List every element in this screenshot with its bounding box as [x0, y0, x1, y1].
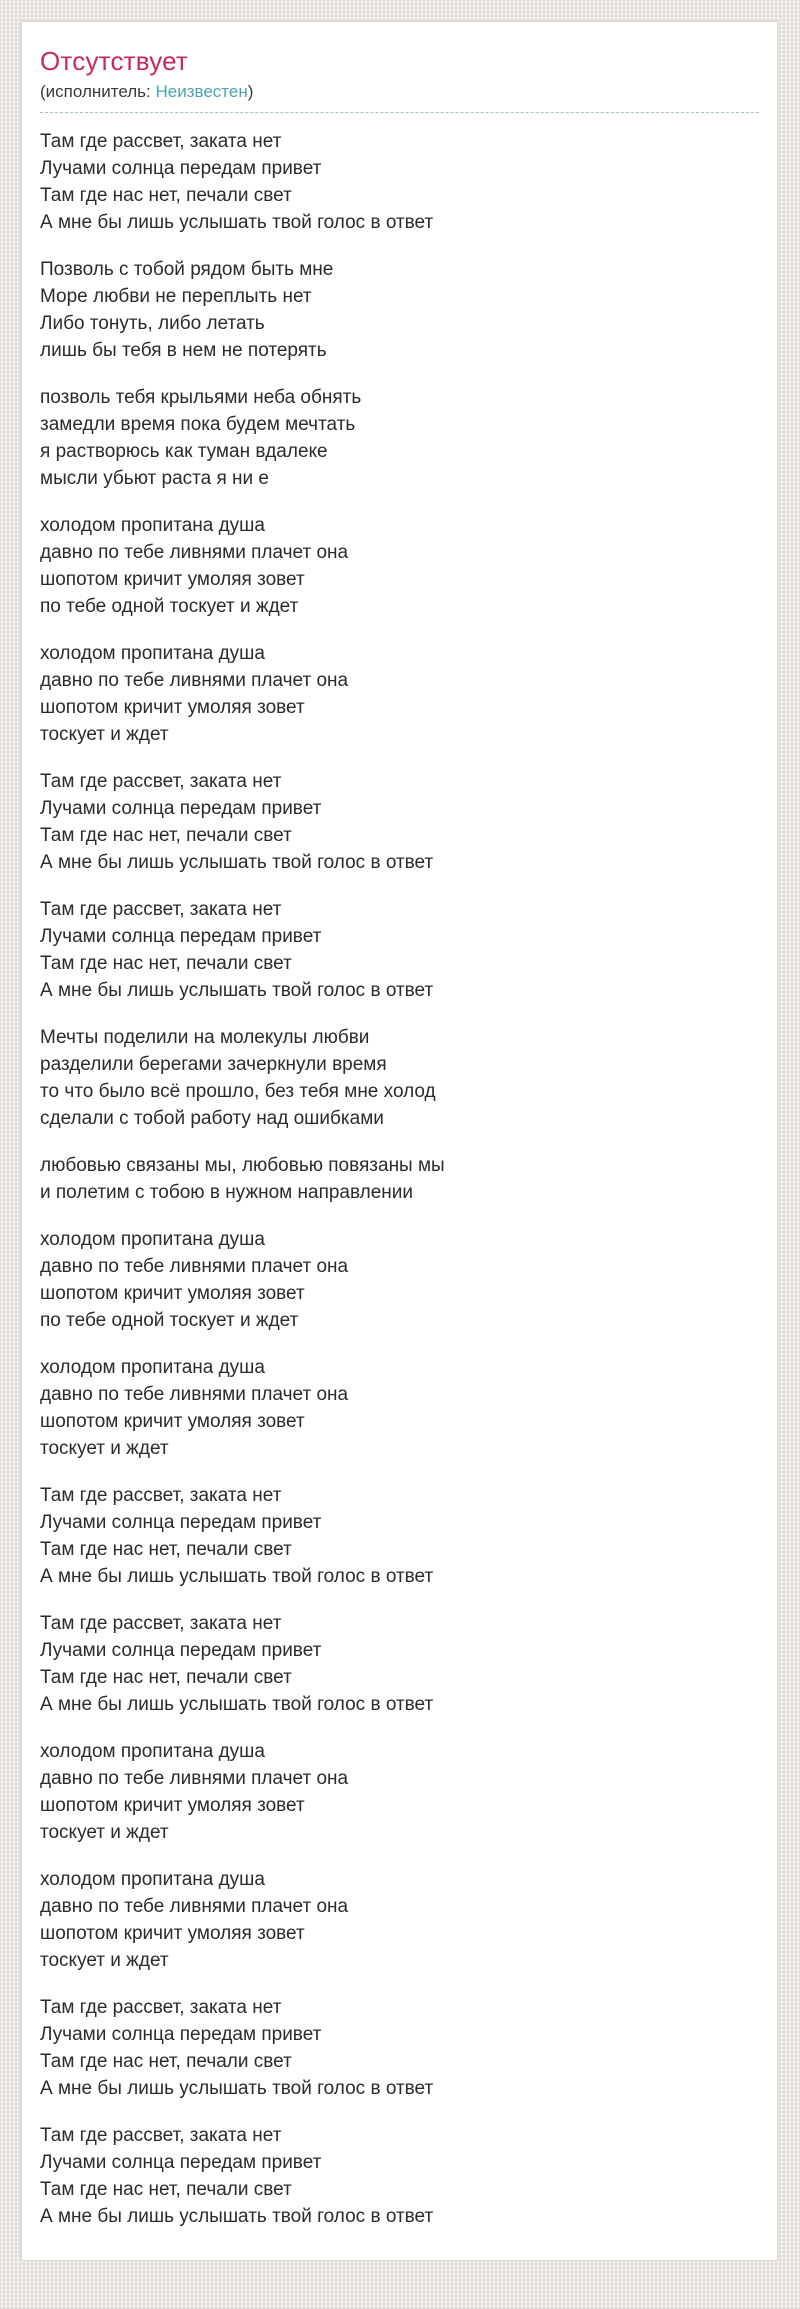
lyrics-stanza: любовью связаны мы, любовью повязаны мы и полетим с тобою в нужном направлении — [40, 1155, 445, 1203]
artist-label-prefix: (исполнитель: — [40, 82, 156, 101]
lyrics-stanza: Там где рассвет, заката нет Лучами солнца передам привет Там где нас нет, печали свет А мне бы лишь услышать твой голос в ответ — [40, 1997, 434, 2099]
lyrics-stanza: Там где рассвет, заката нет Лучами солнца передам привет Там где нас нет, печали свет А мне бы лишь услышать твой голос в ответ — [40, 771, 434, 873]
lyrics-stanza: Там где рассвет, заката нет Лучами солнца передам привет Там где нас нет, печали свет А мне бы лишь услышать твой голос в ответ — [40, 131, 434, 233]
lyrics-stanza: холодом пропитана душа давно по тебе ливнями плачет она шопотом кричит умоляя зовет тоскует и ждет — [40, 643, 349, 745]
lyrics-card — [21, 21, 778, 2261]
song-title: Отсутствует — [40, 46, 189, 76]
lyrics-header — [40, 45, 759, 113]
lyrics-stanza: Там где рассвет, заката нет Лучами солнца передам привет Там где нас нет, печали свет А мне бы лишь услышать твой голос в ответ — [40, 2125, 434, 2227]
lyrics-stanza: Там где рассвет, заката нет Лучами солнца передам привет Там где нас нет, печали свет А мне бы лишь услышать твой голос в ответ — [40, 899, 434, 1001]
lyrics-stanza: холодом пропитана душа давно по тебе ливнями плачет она шопотом кричит умоляя зовет по тебе одной тоскует и ждет — [40, 1229, 349, 1331]
lyrics-stanza: холодом пропитана душа давно по тебе ливнями плачет она шопотом кричит умоляя зовет тоскует и ждет — [40, 1741, 349, 1843]
lyrics-stanza: холодом пропитана душа давно по тебе ливнями плачет она шопотом кричит умоляя зовет тоскует и ждет — [40, 1869, 349, 1971]
lyrics-text — [40, 128, 759, 2230]
lyrics-stanza: холодом пропитана душа давно по тебе ливнями плачет она шопотом кричит умоляя зовет по тебе одной тоскует и ждет — [40, 515, 349, 617]
lyrics-stanza: холодом пропитана душа давно по тебе ливнями плачет она шопотом кричит умоляя зовет тоскует и ждет — [40, 1357, 349, 1459]
artist-link[interactable]: Неизвестен — [155, 82, 248, 101]
lyrics-stanza: Мечты поделили на молекулы любви разделили берегами зачеркнули время то что было всё прошло, без тебя мне холод сделали с тобой работу над ошибками — [40, 1027, 436, 1129]
lyrics-stanza: Там где рассвет, заката нет Лучами солнца передам привет Там где нас нет, печали свет А мне бы лишь услышать твой голос в ответ — [40, 1485, 434, 1587]
lyrics-stanza: Там где рассвет, заката нет Лучами солнца передам привет Там где нас нет, печали свет А мне бы лишь услышать твой голос в ответ — [40, 1613, 434, 1715]
artist-label-suffix: ) — [247, 82, 254, 101]
lyrics-stanza: позволь тебя крыльями неба обнять замедли время пока будем мечтать я растворюсь как туман вдалеке мысли убьют раста я ни е — [40, 387, 362, 489]
artist-line — [40, 81, 759, 113]
lyrics-stanza: Позволь с тобой рядом быть мне Море любви не переплыть нет Либо тонуть, либо летать лишь бы тебя в нем не потерять — [40, 259, 334, 361]
